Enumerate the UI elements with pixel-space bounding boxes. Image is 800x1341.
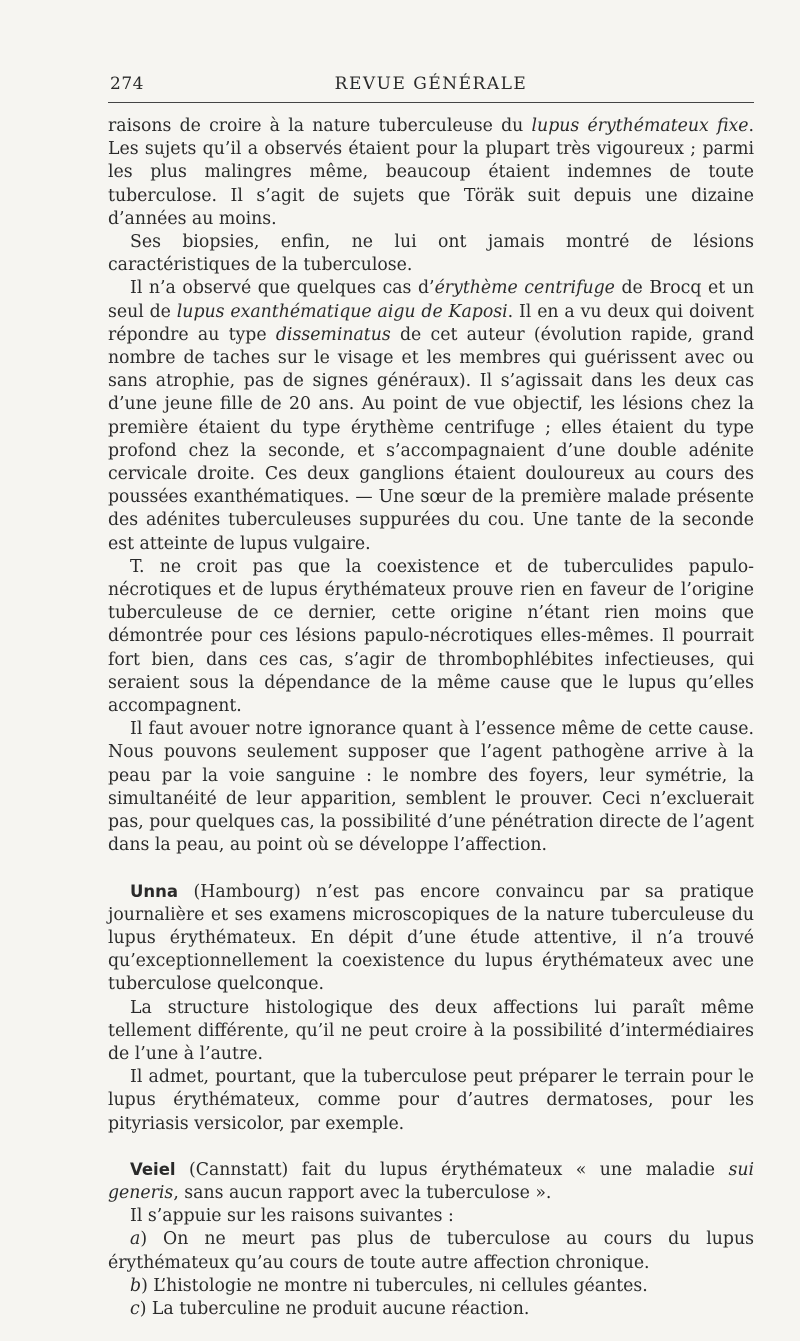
list-item: b) L’histologie ne montre ni tubercules, ni cellules géantes. <box>130 1275 648 1296</box>
paragraph: Il s’appuie sur les raisons suivantes : <box>130 1206 454 1227</box>
paragraph: Il n’a observé que quelques cas d’érythème centrifuge de Brocq et un seul de lupus exanthématique aigu de Kaposi. Il en a vu deux qui doivent répondre au type disseminatus de cet auteur (évolution rapide, grand nombre de taches sur le visage et les membres qui guérissent avec ou sans atrophie, pas de signes généraux). Il s’agissait dans les deux cas d’une jeune fille de 20 ans. Au point de vue objectif, les lésions chez la première étaient du type érythème centrifuge ; elles étaient du type profond chez la seconde, et s’accompagnaient d’une double adénite cervicale droite. Ces deux ganglions étaient douloureux au cours des poussées exanthématiques. — Une sœur de la première malade présente des adénites tuberculeuses suppurées du cou. Une tante de la seconde est atteinte de lupus vulgaire. <box>108 278 755 554</box>
page-header <box>108 66 754 96</box>
paragraph: Unna (Hambourg) n’est pas encore convaincu par sa pratique journalière et ses examens microscopiques de la nature tuberculeuse du lupus érythémateux. En dépit d’une étude attentive, il n’a trouvé qu’exceptionnellement la coexistence du lupus érythémateux avec une tuberculose quelconque. <box>108 881 754 995</box>
author-name: Veiel <box>130 1159 176 1179</box>
paragraph: Veiel (Cannstatt) fait du lupus érythémateux « une maladie sui generis, sans aucun rapport avec la tuberculose ». <box>108 1159 754 1203</box>
paragraph: Ses biopsies, enfin, ne lui ont jamais montré de lésions caractéristiques de la tuberculose. <box>108 232 754 276</box>
paragraph: La structure histologique des deux affections lui paraît même tellement différente, qu’il ne peut croire à la possibilité d’intermédiaires de l’une à l’autre. <box>108 997 754 1064</box>
running-head: REVUE GÉNÉRALE <box>334 74 528 94</box>
paragraph: Il admet, pourtant, que la tuberculose peut préparer le terrain pour le lupus érythémateux, comme pour d’autres dermatoses, pour les pityriasis versicolor, par exemple. <box>108 1067 754 1134</box>
paragraph: T. ne croit pas que la coexistence et de tuberculides papulo-nécrotiques et de lupus érythémateux prouve rien en faveur de l’origine tuberculeuse de ce dernier, cette origine n’étant rien moins que démontrée pour ces lésions papulo-nécrotiques elles-mêmes. Il pourrait fort bien, dans ces cas, s’agir de thrombophlébites infectieuses, qui seraient sous la dépendance de la même cause que le lupus qu’elles accompagnent. <box>108 556 754 717</box>
body-text <box>108 115 754 1321</box>
page-number: 274 <box>110 74 144 94</box>
paragraph: Il faut avouer notre ignorance quant à l’essence même de cette cause. Nous pouvons seulement supposer que l’agent pathogène arrive à la peau par la voie sanguine : le nombre des foyers, leur symétrie, la simultanéité de leur apparition, semblent le prouver. Ceci n’excluerait pas, pour quelques cas, la possibilité d’une pénétration directe de l’agent dans la peau, au point où se développe l’affection. <box>108 719 754 856</box>
list-item: a) On ne meurt pas plus de tuberculose au cours du lupus érythémateux qu’au cours de toute autre affection chronique. <box>108 1229 754 1273</box>
header-rule <box>108 102 754 103</box>
author-name: Unna <box>130 881 179 901</box>
paragraph: raisons de croire à la nature tuberculeuse du lupus érythémateux fixe. Les sujets qu’il a observés étaient pour la plupart très vigoureux ; parmi les plus malingres même, beaucoup étaient indemnes de toute tuberculose. Il s’agit de sujets que Töräk suit depuis une dizaine d’années au moins. <box>108 116 754 229</box>
list-item: c) La tuberculine ne produit aucune réaction. <box>130 1298 530 1319</box>
